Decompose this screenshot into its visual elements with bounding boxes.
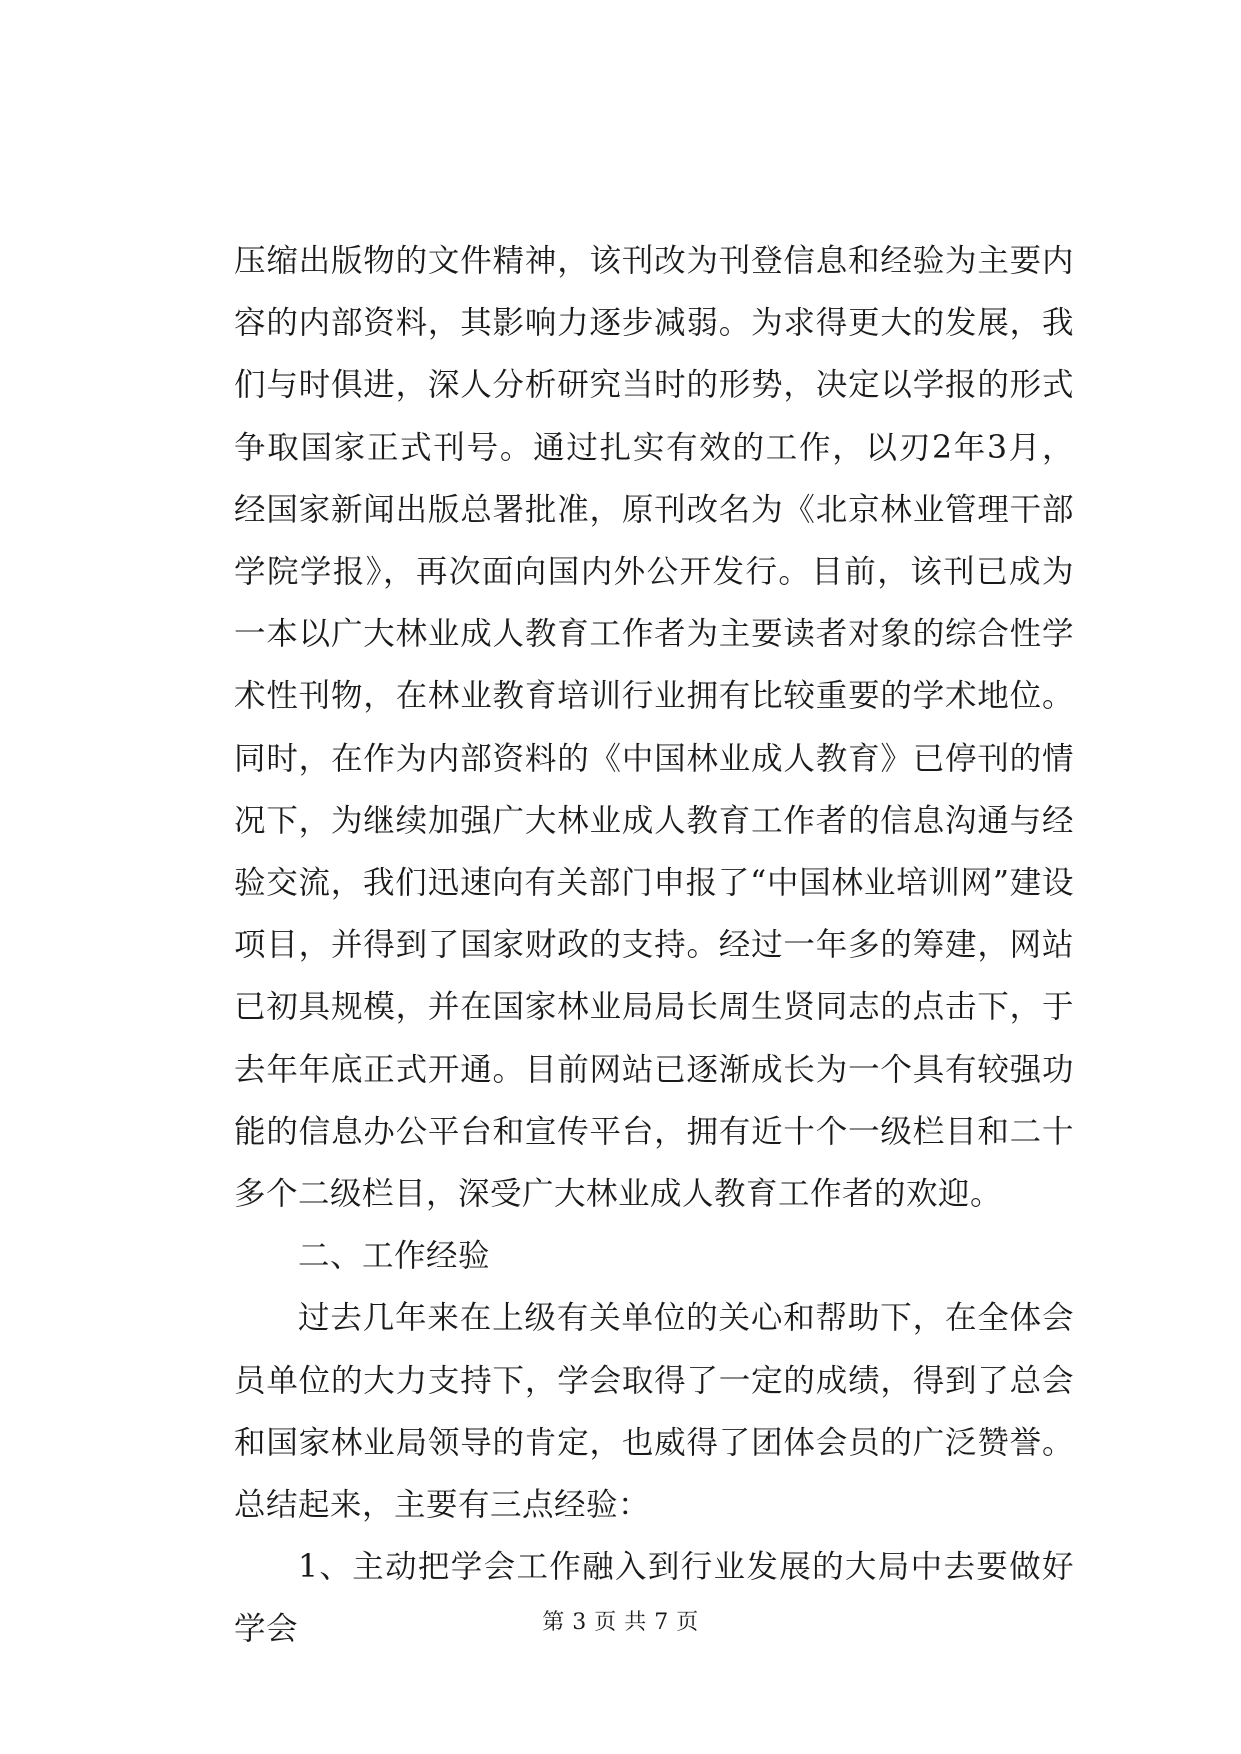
document-body: [234, 230, 1074, 1661]
paragraph-point-1: 1、主动把学会工作融入到行业发展的大局中去要做好学会: [234, 1549, 1074, 1648]
page-number-footer: 第 3 页 共 7 页: [542, 1610, 699, 1635]
section-heading-work-experience: 二、工作经验: [298, 1238, 491, 1275]
paragraph-experience-summary: 过去几年来在上级有关单位的关心和帮助下，在全体会员单位的大力支持下，学会取得了一定的成绩，得到了总会和国家林业局领导的肯定，也威得了团体会员的广泛赞誉。总结起来，主要有三点经验：: [234, 1300, 1074, 1524]
paragraph-continuation: 压缩出版物的文件精神，该刊改为刊登信息和经验为主要内容的内部资料，其影响力逐步减弱。为求得更大的发展，我们与时俱进，深人分析研究当时的形势，决定以学报的形式争取国家正式刊号。通过扎实有效的工作，以刃2年3月，经国家新闻出版总署批准，原刊改名为《北京林业管理干部学院学报》，再次面向国内外公开发行。目前，该刊已成为一本以广大林业成人教育工作者为主要读者对象的综合性学术性刊物，在林业教育培训行业拥有比较重要的学术地位。同时，在作为内部资料的《中国林业成人教育》已停刊的情况下，为继续加强广大林业成人教育工作者的信息沟通与经验交流，我们迅速向有关部门申报了“中国林业培训网”建设项目，并得到了国家财政的支持。经过一年多的筹建，网站已初具规模，并在国家林业局局长周生贤同志的点击下，于去年年底正式开通。目前网站已逐渐成长为一个具有较强功能的信息办公平台和宣传平台，拥有近十个一级栏目和二十多个二级栏目，深受广大林业成人教育工作者的欢迎。: [234, 243, 1074, 1213]
